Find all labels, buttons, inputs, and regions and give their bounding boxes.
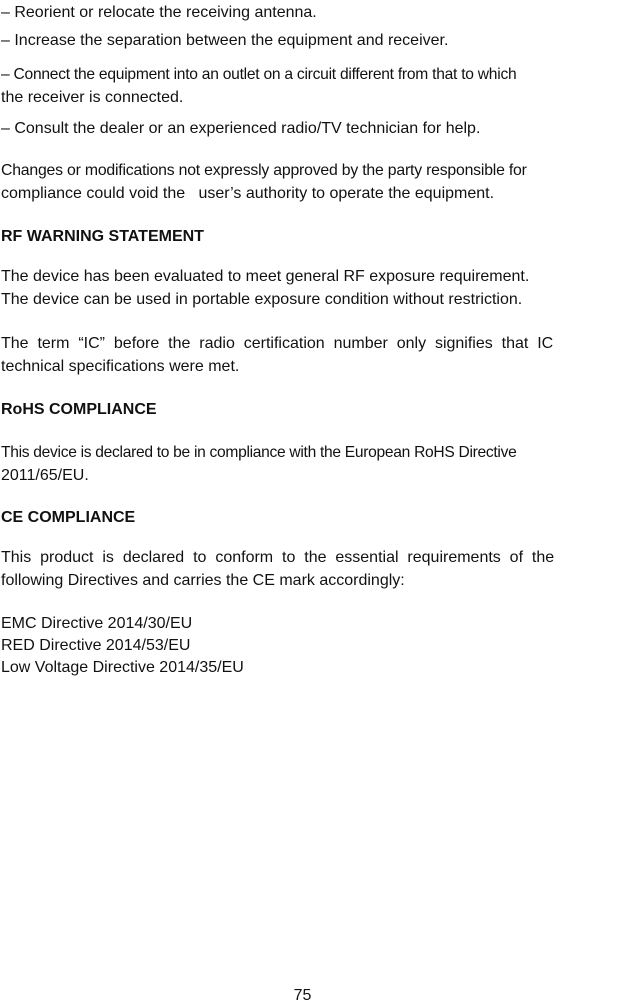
rf-warning-line-2: The device can be used in portable exposure condition without restriction.: [1, 291, 523, 308]
rf-warning-heading: RF WARNING STATEMENT: [1, 228, 204, 245]
ic-line-1: The term “IC” before the radio certification number only signifies that IC: [1, 335, 554, 352]
rf-warning-line-1: The device has been evaluated to meet general RF exposure requirement.: [1, 268, 530, 285]
bullet-increase-separation: – Increase the separation between the equipment and receiver.: [1, 32, 449, 49]
changes-line-1: Changes or modifications not expressly approved by the party responsible for: [1, 162, 527, 179]
directive-list: [1, 613, 244, 679]
changes-paragraph: [1, 159, 527, 205]
rf-warning-paragraph: [1, 265, 529, 311]
rohs-paragraph: [1, 441, 516, 487]
rohs-heading: RoHS COMPLIANCE: [1, 401, 157, 418]
bullet-connect-outlet-line-1: – Connect the equipment into an outlet on a circuit different from that to which: [1, 66, 517, 83]
bullet-reorient-antenna: – Reorient or relocate the receiving antenna.: [1, 4, 317, 21]
ic-line-2: technical specifications were met.: [1, 358, 240, 375]
page-number: 75: [293, 987, 312, 1004]
rohs-line-2: 2011/65/EU.: [1, 467, 89, 484]
directive-low-voltage: Low Voltage Directive 2014/35/EU: [1, 659, 244, 676]
ce-line-1: This product is declared to conform to the essential requirements of the: [1, 549, 555, 566]
bullet-consult-dealer: – Consult the dealer or an experienced radio/TV technician for help.: [1, 120, 481, 137]
ce-heading: CE COMPLIANCE: [1, 509, 136, 526]
bullet-connect-outlet-line-2: the receiver is connected.: [1, 89, 184, 106]
directive-emc: EMC Directive 2014/30/EU: [1, 615, 193, 632]
rohs-line-1: This device is declared to be in compliance with the European RoHS Directive: [1, 444, 517, 461]
bullet-connect-outlet: [1, 63, 516, 109]
ce-line-2: following Directives and carries the CE mark accordingly:: [1, 572, 405, 589]
directive-red: RED Directive 2014/53/EU: [1, 637, 191, 654]
changes-line-2: compliance could void the user’s authority to operate the equipment.: [1, 185, 495, 202]
ce-paragraph: [1, 546, 554, 592]
ic-paragraph: [1, 332, 553, 378]
